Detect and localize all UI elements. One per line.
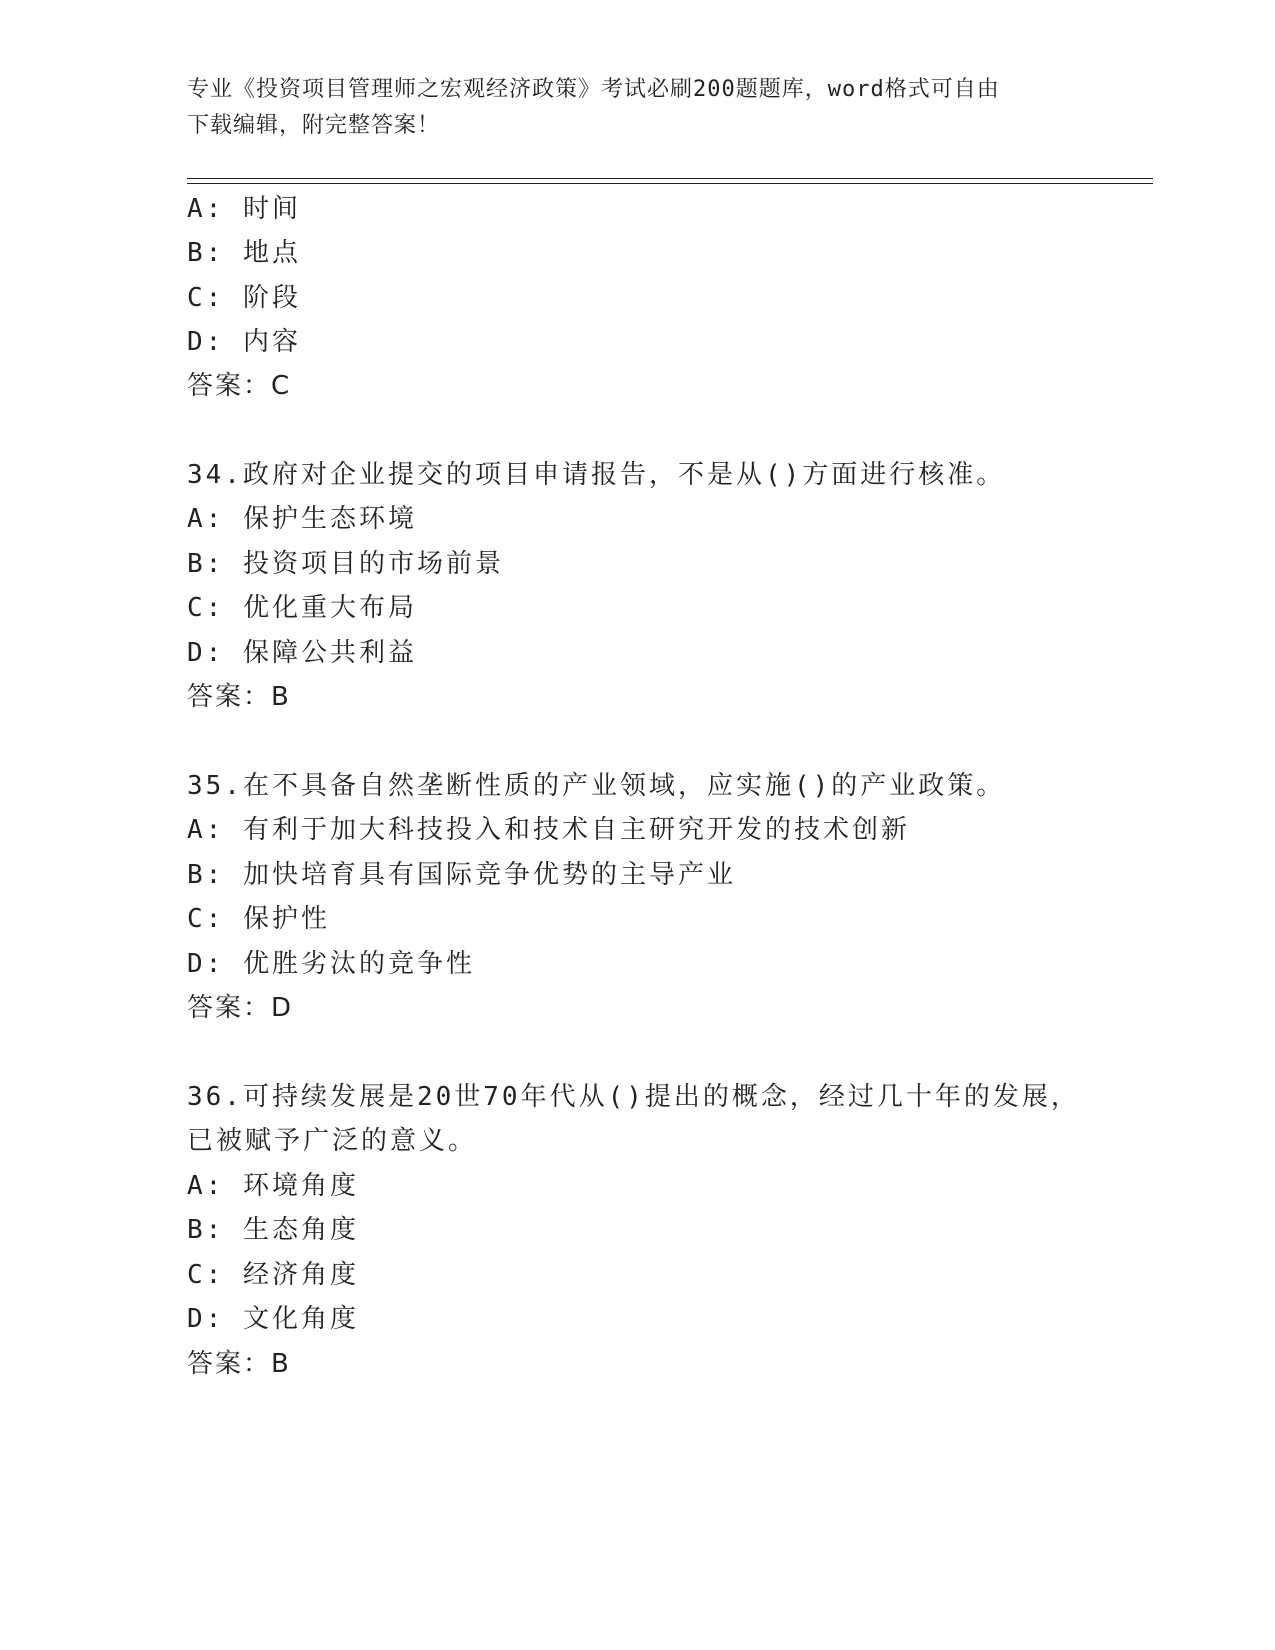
q33-answer: 答案：C [187,371,292,401]
q35-option-c: C: 保护性 [187,904,330,934]
q35-answer: 答案：D [187,993,294,1023]
q36-option-b: B: 生态角度 [187,1215,359,1245]
q35-option-d: D: 优胜劣汰的竞争性 [187,949,475,979]
q34-option-c: C: 优化重大布局 [187,593,417,623]
q34-option-b: B: 投资项目的市场前景 [187,549,504,579]
q36-stem-line1: 36.可持续发展是20世70年代从()提出的概念，经过几十年的发展， [187,1082,1080,1112]
q36-answer: 答案：B [187,1349,291,1379]
q33-option-d: D: 内容 [187,327,301,357]
header-title-line1: 专业《投资项目管理师之宏观经济政策》考试必刷200题题库，word格式可自由 [187,77,1000,102]
q33-option-b: B: 地点 [187,238,301,268]
header-divider-bottom [187,183,1153,184]
q34-option-d: D: 保障公共利益 [187,638,417,668]
q34-answer: 答案：B [187,682,291,712]
header-divider-top [187,178,1153,179]
q33-option-c: C: 阶段 [187,283,301,313]
header-title-line2: 下载编辑，附完整答案！ [187,113,441,138]
q36-stem-line2: 已被赋予广泛的意义。 [187,1126,478,1156]
q35-option-b: B: 加快培育具有国际竞争优势的主导产业 [187,860,736,890]
q36-option-c: C: 经济角度 [187,1260,359,1290]
q35-option-a: A: 有利于加大科技投入和技术自主研究开发的技术创新 [187,815,910,845]
document-header [187,72,1087,144]
q34-stem: 34.政府对企业提交的项目申请报告，不是从()方面进行核准。 [187,460,1006,490]
q35-stem: 35.在不具备自然垄断性质的产业领域，应实施()的产业政策。 [187,771,1006,801]
q36-option-a: A: 环境角度 [187,1171,359,1201]
q36-option-d: D: 文化角度 [187,1304,359,1334]
q34-option-a: A: 保护生态环境 [187,504,417,534]
q33-option-a: A: 时间 [187,194,301,224]
